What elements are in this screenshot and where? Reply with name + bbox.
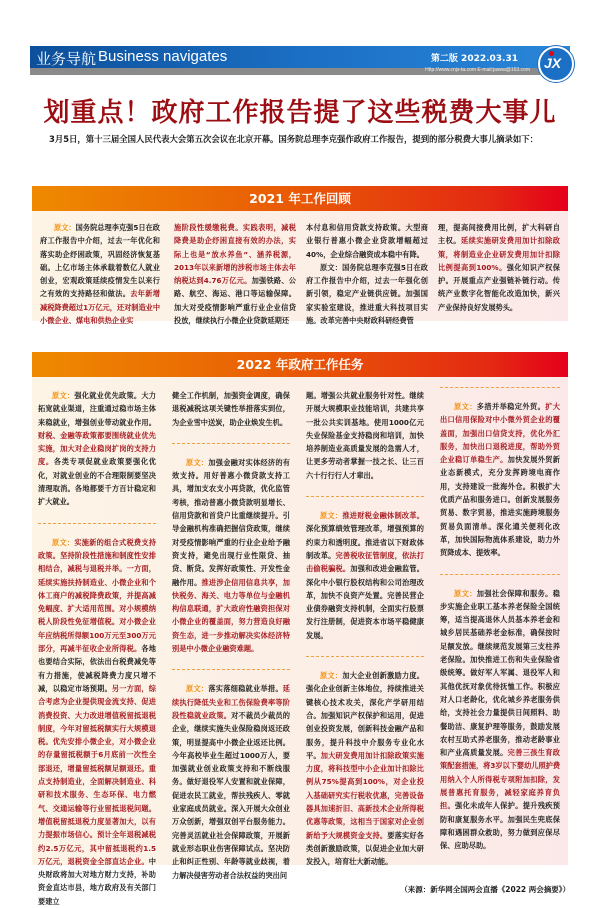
text: 本付息和信用贷款支持政策。大型商业银行普惠小微企业贷款增幅超过40%，企业综合融资成本稳中有降。 bbox=[306, 223, 428, 259]
label-yuanwen: 原文： bbox=[320, 511, 343, 521]
review-column-2 bbox=[174, 221, 296, 327]
text: 中央财政将加大对地方财力支持，补助资金直达市县，地方政府及有关部门要建立 bbox=[38, 856, 156, 906]
highlight-text: 实施新的组合式税费支持政策。坚持阶段性措施和制度性安排相结合，减税与退税并举。一方面，延续实施扶持制造业、小微企业和个体工商户的减税降费政策，并提高减免幅度、扩大适用范围。对小规模纳税人阶段性免征增值税。对小微企业年应纳税所得额100万元至300万元部分，再减半征收企业所得税。 bbox=[38, 537, 156, 654]
text: 国务院总理李克强5日在政府工作报告中介绍，过去一年优化和落实助企纾困政策，巩固经济恢复基础。上亿市场主体承载着数亿人就业创业，宏观政策延续疫情发生以来行之有效的支持路径和做法。 bbox=[40, 223, 160, 299]
source-citation: （来源：新华网全国两会直播《2022 两会摘要》） bbox=[400, 885, 570, 894]
contact-info: Http://www.cnjx-ta.com E-mail:jaswa@163.com bbox=[425, 67, 530, 73]
contact-bar bbox=[30, 68, 540, 75]
label-yuanwen: 原文： bbox=[454, 402, 477, 411]
text: 加强和改进金融监管。深化中小银行股权结构和公司治理改革，加快不良资产处置。完善民营企业债券融资支持机制，全面实行股票发行注册制，促进资本市场平稳健康发展。 bbox=[306, 564, 424, 640]
text: 要落实好各类创新激励政策，以促进企业加大研发投入，培育壮大新动能。 bbox=[306, 830, 424, 867]
dashed-divider bbox=[440, 387, 560, 388]
label-yuanwen: 原文： bbox=[454, 588, 477, 598]
text: 加快发展外贸新业态新模式，充分发挥跨境电商作用，支持建设一批海外仓。积极扩大优质产品和服务进口。创新发展服务贸易、数字贸易，推进实施跨境服务贸易负面清单。深化通关便利化改革，加快国际物流体系建设，助力外贸降成本、提效率。 bbox=[440, 455, 560, 558]
text: 加大企业创新激励力度。强化企业创新主体地位，持续推进关键核心技术攻关，深化产学研用结合。加强知识产权保护和运用，促进创业投资发展，创新科技金融产品和服务，提升科技中介服务专业化水平。 bbox=[306, 671, 424, 760]
text: 各地也要结合实际，依法出台税费减免等有力措施，使减税降费力度只增不减，以稳定市场预期。 bbox=[38, 644, 156, 693]
text: 深化预算绩效管理改革，增强预算的约束力和透明度。推进省以下财政体制改革。 bbox=[306, 524, 424, 560]
highlight-text: 完善三孩生育政策配套措施，将3岁以下婴幼儿照护费用纳入个人所得税专项附加扣除，发展普惠托育服务，减轻家庭养育负担。 bbox=[440, 748, 561, 811]
section-name-cn: 业务导航 bbox=[36, 50, 97, 68]
highlight-text: 扩大出口信用保险对中小微外贸企业的覆盖面，加强出口信贷支持，优化外汇服务，加快出口退税进度，帮助外贸企业稳订单稳生产。 bbox=[440, 402, 560, 465]
section-band-review: 2021 年工作回顾 bbox=[32, 186, 568, 211]
jx-logo-icon bbox=[538, 46, 574, 82]
dashed-divider bbox=[38, 523, 156, 524]
highlight-text: 推进财税金融体制改革。 bbox=[342, 511, 424, 521]
text: 各类专项促就业政策要强化优化，对就业创业的不合理限制要坚决清理取消。各地都要千方百计稳定和扩大就业。 bbox=[38, 457, 156, 507]
text: 多措并举稳定外贸。 bbox=[476, 402, 546, 411]
text: 理，提高间接费用比例，扩大科研自主权。 bbox=[438, 223, 560, 246]
label-yuanwen: 原文： bbox=[52, 537, 75, 547]
section-band-tasks: 2022 年政府工作任务 bbox=[32, 352, 568, 377]
review-column-3 bbox=[306, 221, 428, 327]
text: 题。增强公共就业服务针对性。继续开展大规模职业技能培训，共建共享一批公共实训基地。使用1000亿元失业保险基金支持稳岗和培训，加快培养制造业高质量发展的急需人才，让更多劳动者掌握一技之长、让三百六十行行行人才辈出。 bbox=[306, 391, 424, 480]
highlight-text: 延续执行降低失业和工伤保险费率等阶段性稳就业政策。 bbox=[172, 684, 290, 720]
review-column-4 bbox=[438, 221, 560, 314]
dashed-divider bbox=[172, 443, 290, 444]
highlight-text: 财税、金融等政策都要围绕就业优先实施，加大对企业稳岗扩岗的支持力度。 bbox=[38, 430, 156, 467]
dashed-divider bbox=[440, 574, 560, 575]
review-column-1 bbox=[40, 221, 160, 327]
tasks-column-1 bbox=[38, 389, 156, 908]
logo-text: JX bbox=[544, 55, 562, 71]
article-title: 划重点！政府工作报告提了这些税费大事儿 bbox=[43, 98, 557, 128]
text: 健全工作机制，加强资金调度，确保退税减税这项关键性举措落实到位，为企业雪中送炭，助企业焕发生机。 bbox=[172, 391, 290, 427]
tasks-column-3 bbox=[306, 389, 424, 869]
section-name-en: Business navigates bbox=[98, 48, 228, 65]
dashed-divider bbox=[306, 656, 424, 657]
text: 加强铁路、公路、航空、海运、港口等运输保障。加大对受疫情影响严重行业企业信贷投放，继续执行小微企业贷款延期还 bbox=[174, 276, 296, 326]
highlight-text: 延续实施研发费用加计扣除政策，将制造业企业研发费用加计扣除比例提高到100%。 bbox=[438, 236, 560, 272]
label-yuanwen: 原文： bbox=[186, 684, 209, 694]
section-header-bar bbox=[30, 46, 570, 68]
highlight-text: 推进涉企信用信息共享，加快税务、海关、电力等单位与金融机构信息联通，扩大政府性融资担保对小微企业的覆盖面，努力营造良好融资生态，进一步推动解决实体经济特别是中小微企业融资难题。 bbox=[172, 577, 290, 654]
label-yuanwen: 原文： bbox=[54, 223, 76, 232]
text: 强化就业优先政策。大力拓宽就业渠道，注重通过稳市场主体来稳就业，增强创业带动就业作用。 bbox=[38, 391, 156, 427]
edition-date: 第二版 2022.03.31 bbox=[430, 54, 518, 64]
highlight-text: 加大研发费用加计扣除政策实施力度，将科技型中小企业加计扣除比例从75%提高到100%，对企业投入基础研究实行税收优惠，完善设备器具加速折旧、高新技术企业所得税优惠等政策，这相当于国家对企业创新给予大规模资金支持。 bbox=[306, 750, 424, 840]
text: 原文：国务院总理李克强5日在政府工作报告中介绍，过去一年强化创新引领，稳定产业链供应链。加强国家实验室建设，推进重大科技项目实施。改革完善中央财政科研经费管 bbox=[306, 262, 428, 326]
text: 加强金融对实体经济的有效支持。用好普惠小微贷款支持工具，增加支农支小再贷款，优化监管考核，推动普惠小微贷款明显增长、信用贷款和首贷户比重继续提升。引导金融机构准确把握信贷政策，继续对受疫情影响严重的行业企业给予融资支持，避免出现行业性限贷、抽贷、断贷。发挥好政策性、开发性金融作用。 bbox=[172, 457, 290, 587]
text: 强化未成年人保护。提升残疾预防和康复服务水平。加强民生兜底保障和遇困群众救助，努力做到应保尽保、应助尽助。 bbox=[440, 801, 560, 851]
highlight-text: 去年新增减税降费超过1万亿元，还对制造业中小微企业、煤电和供热企业实 bbox=[40, 289, 161, 326]
tasks-column-2 bbox=[172, 389, 290, 882]
label-yuanwen: 原文： bbox=[320, 671, 343, 681]
tasks-column-4 bbox=[440, 381, 560, 853]
highlight-text: 另一方面，综合考虑为企业提供现金流支持、促进消费投资、大力改进增值税留抵退税制度，今年对留抵税额实行大规模退税。优先安排小微企业，对小微企业的存量留抵税额于6月底前一次性全部退还，增量留抵税额足额退还。重点支持制造业，全面解决制造业、科研和技术服务、生态环保、电力燃气、交通运输等行业留抵退税问题。增值税留抵退税力度显著加大，以有力提振市场信心。预计全年退税减税约2.5万亿元，其中留抵退税约1.5万亿元，退税资金全部直达企业。 bbox=[38, 683, 156, 866]
label-yuanwen: 原文： bbox=[52, 391, 75, 400]
dashed-divider bbox=[306, 496, 424, 497]
highlight-text: 完善税收征管制度，依法打击偷税骗税。 bbox=[306, 550, 424, 574]
highlight-text: 施阶段性缓缴税费。实践表明，减税降费是助企纾困直接有效的办法，实际上也是“放水养鱼”、涵养税源，2013年以来新增的涉税市场主体去年纳税达到4.76万亿元。 bbox=[174, 223, 296, 286]
text: 加强社会保障和服务。稳步实施企业职工基本养老保险全国统筹，适当提高退休人员基本养老金和城乡居民基础养老金标准，确保按时足额发放。继续规范发展第三支柱养老保险。加快推进工伤和失业保险省级统筹。做好军人军属、退役军人和其他优抚对象优待抚恤工作。积极应对人口老龄化，优化城乡养老服务供给，支持社会力量提供日间照料、助餐助洁、康复护理等服务，鼓励发展农村互助式养老服务，推动老龄事业和产业高质量发展。 bbox=[440, 588, 560, 758]
article-intro: 3月5日，第十三届全国人民代表大会第五次会议在北京开幕。国务院总理李克强作政府工作报告，提到的部分税费大事儿摘录如下： bbox=[49, 134, 539, 144]
text: 强化知识产权保护。开展重点产业强链补链行动。传统产业数字化智能化改造加快，新兴产业保持良好发展势头。 bbox=[438, 262, 560, 312]
text: 落实落细稳就业举措。 bbox=[208, 684, 283, 694]
review-panel bbox=[32, 211, 568, 326]
dashed-divider bbox=[172, 669, 290, 670]
label-yuanwen: 原文： bbox=[186, 457, 209, 467]
text: 对不裁员少裁员的企业，继续实施失业保险稳岗返还政策，明显提高中小微企业返还比例。今年高校毕业生超过1000万人，要加强就业创业政策支持和不断线服务。做好退役军人安置和就业保障，促进农民工就业，帮扶残疾人、零就业家庭成员就业。深入开展大众创业万众创新，增强双创平台服务能力。完善灵活就业社会保障政策，开展新就业形态职业伤害保障试点。坚决防止和纠正性别、年龄等就业歧视，着力解决侵害劳动者合法权益的突出问 bbox=[172, 710, 290, 880]
